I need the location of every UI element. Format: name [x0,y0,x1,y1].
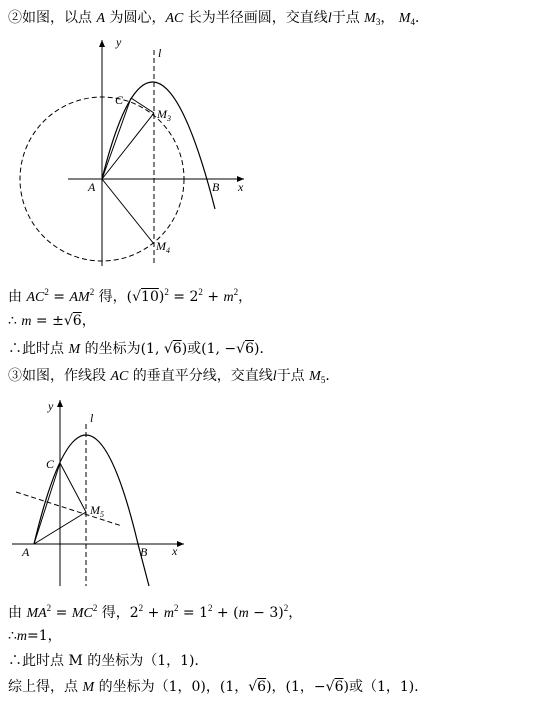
perpendicular-bisector [16,492,122,526]
label-x: x [172,544,178,558]
part3-intro: ③如图，作线段 AC 的垂直平分线，交直线l于点 $M_5$． [8,368,340,385]
label-l: l [158,46,162,60]
label-m4: $M_4$ [156,239,170,255]
part3-eq2: ∴m=1， [8,628,62,644]
part2-intro: ②如图，以点 A 为圆心，AC 长为半径画圆，交直线l于点 $M_3$， $M_4$． [8,10,429,27]
label-a: A [22,545,30,559]
y-axis-arrow [57,400,63,407]
segment-ac [34,463,60,544]
figure-bisector [8,396,194,592]
label-b: B [140,545,148,559]
segment-cm3 [131,98,154,113]
segment-am4 [102,179,154,244]
segment-ac [102,98,131,179]
part2-eq2: ∴ m = ±√6， [8,313,96,329]
label-b: B [212,180,220,194]
label-a: A [88,180,96,194]
label-y: y [116,36,122,49]
figure-circle [18,36,258,272]
label-y: y [48,399,54,413]
label-m3: $M_3$ [157,107,171,123]
label-x: x [238,180,244,194]
part2-eq1: 由 $AC^2 = AM^2$ 得，$(√10)^2 = 2^2 + m^2$， [8,287,253,305]
y-axis-arrow [99,40,105,47]
label-l: l [90,411,94,425]
part3-eq1: 由 $MA^2 = MC^2$ 得，$2^2 + m^2 = 1^2 + (m - 3)^2$， [8,603,303,621]
part3-eq3: ∴此时点 M 的坐标为（1，1)． [8,653,209,669]
segment-am3 [102,113,154,179]
label-m5: $M_5$ [90,503,104,519]
segment-cm5 [60,463,86,512]
x-axis-arrow [177,541,184,547]
label-c: C [46,457,55,471]
label-c: C [115,93,124,107]
part3-summary: 综上得，点 M 的坐标为（1，0)，(1，√6)，(1，−√6)或（1，1)． [8,679,429,695]
part2-eq3: ∴此时点 M 的坐标为(1, √6)或(1, −√6)． [8,341,274,357]
